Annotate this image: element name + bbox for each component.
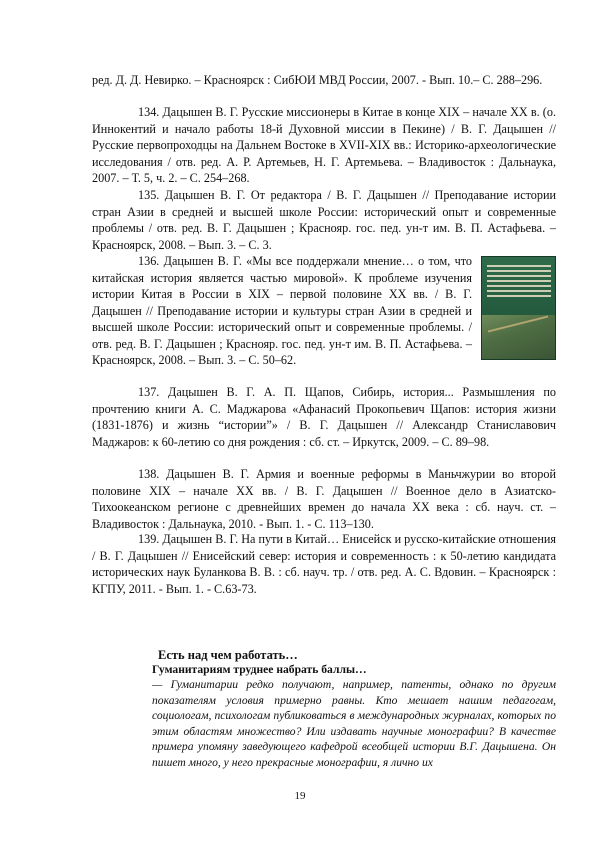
page-number: 19 (294, 790, 306, 802)
bibliography-entry-139: 139. Дацышен В. Г. На пути в Китай… Енисейск и русско-китайские отношения / В. Г. Дацышен // Енисейский север: история и современность : к 50-летию кандидата исторических наук Буланкова В. В. : сб. науч. тр. / отв. ред. А. С. Вдовин. – Красноярск : КГПУ, 2011. - Вып. 1. - С.63-73. (92, 532, 556, 596)
bibliography-entry-133-tail: ред. Д. Д. Невирко. – Красноярск : СибЮИ МВД России, 2007. - Вып. 10.– С. 288–296. (92, 73, 543, 87)
bibliography-entry-137: 137. Дацышен В. Г. А. П. Щапов, Сибирь, история... Размышления по прочтению книги А. С. Маджарова «Афанасий Прокопьевич Щапов: история жизни (1831-1876) и жизнь “истории”» / В. Г. Дацышен // Александр Станиславович Маджаров: к 60-летию со дня рождения : сб. ст. – Иркутск, 2009. – С. 89–98. (92, 385, 556, 449)
book-cover-image (481, 256, 556, 360)
bibliography-entry-134: 134. Дацышен В. Г. Русские миссионеры в Китае в конце XIX – начале XX в. (о. Иннокентий и начало работы 18-й Духовной миссии в Пекине) / В. Г. Дацышен // Русские первопроходцы на Дальнем Востоке в XVII-XIX вв.: Историко-археологические исследования / отв. ред. А. Р. Артемьев, Н. Г. Артемьева. – Владивосток : Дальнаука, 2007. – Т. 5, ч. 2. – С. 254–268. (92, 105, 556, 185)
sidebar-heading: Есть над чем работать… (158, 648, 298, 662)
sidebar-subheading: Гуманитариям труднее набрать баллы… (152, 663, 367, 676)
bibliography-entry-135: 135. Дацышен В. Г. От редактора / В. Г. Дацышен // Преподавание истории стран Азии в средней и высшей школе России: исторический опыт и современные проблемы / отв. ред. В. Г. Дацышен ; Краснояр. гос. пед. ун-т им. В. П. Астафьева. – Красноярск, 2008. – Вып. 3. – С. 3. (92, 188, 556, 252)
bibliography-entry-136: 136. Дацышен В. Г. «Мы все поддержали мнение… о том, что китайская история является частью мировой». К проблеме изучения истории Китая в России в XIX – первой половине XX вв. / В. Г. Дацышен // Преподавание истории и культуры стран Азии в средней и высшей школе России: исторический опыт и современные проблемы. / отв. ред. В. Г. Дацышен ; Краснояр. гос. пед. ун-т им. В. П. Астафьева. – Красноярск, 2008. – Вып. 3. – С. 50–62. (92, 254, 472, 367)
bibliography-entry-138: 138. Дацышен В. Г. Армия и военные реформы в Маньчжурии во второй половине XIX – начале XX вв. / В. Г. Дацышен // Военное дело в Азиатско-Тихоокеанском регионе с древнейших времен до начала XX века : сб. науч. ст. – Владивосток : Дальнаука, 2010. - Вып. 1. - С. 113–130. (92, 467, 556, 531)
sidebar-quote: — Гуманитарии редко получают, например, патенты, однако по другим показателям условия примерно равны. Кто мешает нашим педагогам, социологам, психологам публиковаться в международных журналах, которых по этим областям множество? Или издавать научные монографии? В качестве примера упомяну заведующего кафедрой всеобщей истории В.Г. Дацышена. Он пишет много, у него прекрасные монографии, я лично их (152, 678, 556, 769)
